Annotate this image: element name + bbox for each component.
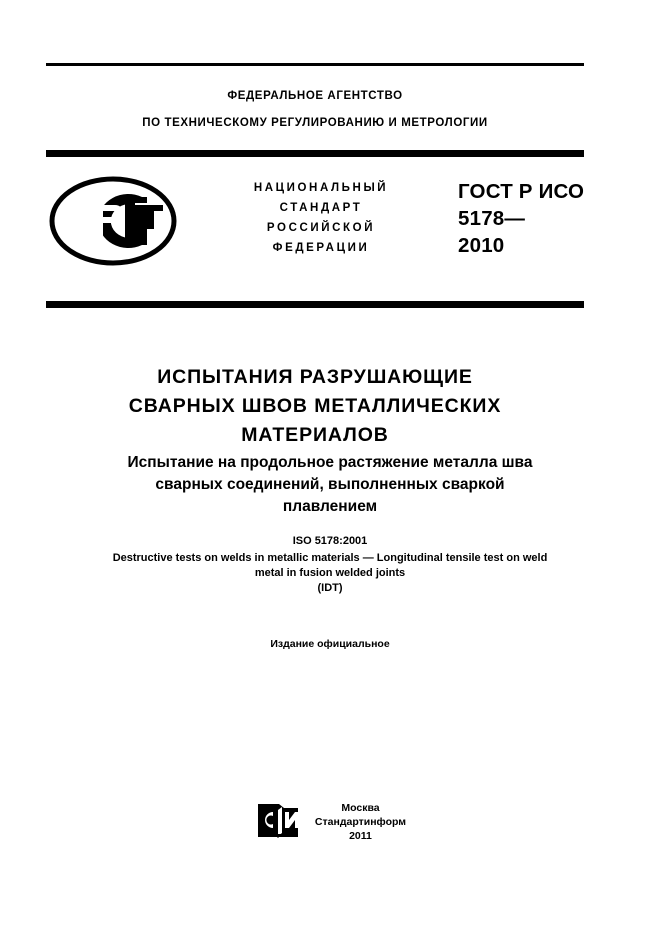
upper-band-rule: [46, 150, 584, 157]
iso-correspondence-degree: (IDT): [317, 582, 343, 594]
page-subtitle-line-1: Испытание на продольное растяжение металла шва: [127, 454, 533, 471]
lower-band-rule: [46, 301, 584, 308]
publisher-year: 2011: [349, 830, 372, 842]
iso-equivalence-block: [40, 534, 620, 596]
iso-english-title-line-1: Destructive tests on welds in metallic materials — Longitudinal tensile test on weld: [112, 552, 548, 564]
page-subtitle-line-3: плавлением: [282, 498, 378, 515]
official-edition-note: Издание официальное: [270, 638, 390, 650]
page-title-line-3: МАТЕРИАЛОВ: [241, 424, 389, 446]
designation-line-2: 5178—: [458, 207, 526, 230]
publisher-imprint: [315, 798, 406, 843]
page-title-line-2: СВАРНЫХ ШВОВ МЕТАЛЛИЧЕСКИХ: [128, 395, 502, 417]
page-title: [46, 363, 584, 450]
standard-identity-band: [46, 165, 584, 295]
standartinform-logo-icon: [255, 800, 301, 844]
top-divider-rule: [46, 63, 584, 66]
national-standard-line-2: СТАНДАРТ: [279, 202, 363, 214]
national-standard-line-4: ФЕДЕРАЦИИ: [272, 242, 370, 254]
national-standard-line-3: РОССИЙСКОЙ: [266, 222, 376, 234]
publisher-block: [0, 798, 661, 844]
page-subtitle: [40, 452, 620, 518]
iso-english-title-line-2: metal in fusion welded joints: [254, 567, 406, 579]
page-title-line-1: ИСПЫТАНИЯ РАЗРУШАЮЩИЕ: [157, 366, 473, 388]
designation-line-3: 2010: [458, 234, 505, 257]
gost-r-emblem: [49, 175, 177, 267]
designation-line-1: ГОСТ Р ИСО: [458, 180, 585, 203]
national-standard-line-1: НАЦИОНАЛЬНЫЙ: [253, 182, 389, 194]
page-subtitle-line-2: сварных соединений, выполненных сваркой: [155, 476, 505, 493]
iso-reference: ISO 5178:2001: [292, 535, 368, 547]
agency-line-2: ПО ТЕХНИЧЕСКОМУ РЕГУЛИРОВАНИЮ И МЕТРОЛОГИИ: [142, 117, 488, 129]
standard-designation: [458, 178, 638, 259]
national-standard-heading: [196, 178, 446, 258]
publisher-name: Стандартинформ: [314, 816, 407, 828]
publisher-city: Москва: [341, 802, 380, 814]
agency-line-1: ФЕДЕРАЛЬНОЕ АГЕНТСТВО: [227, 90, 403, 102]
